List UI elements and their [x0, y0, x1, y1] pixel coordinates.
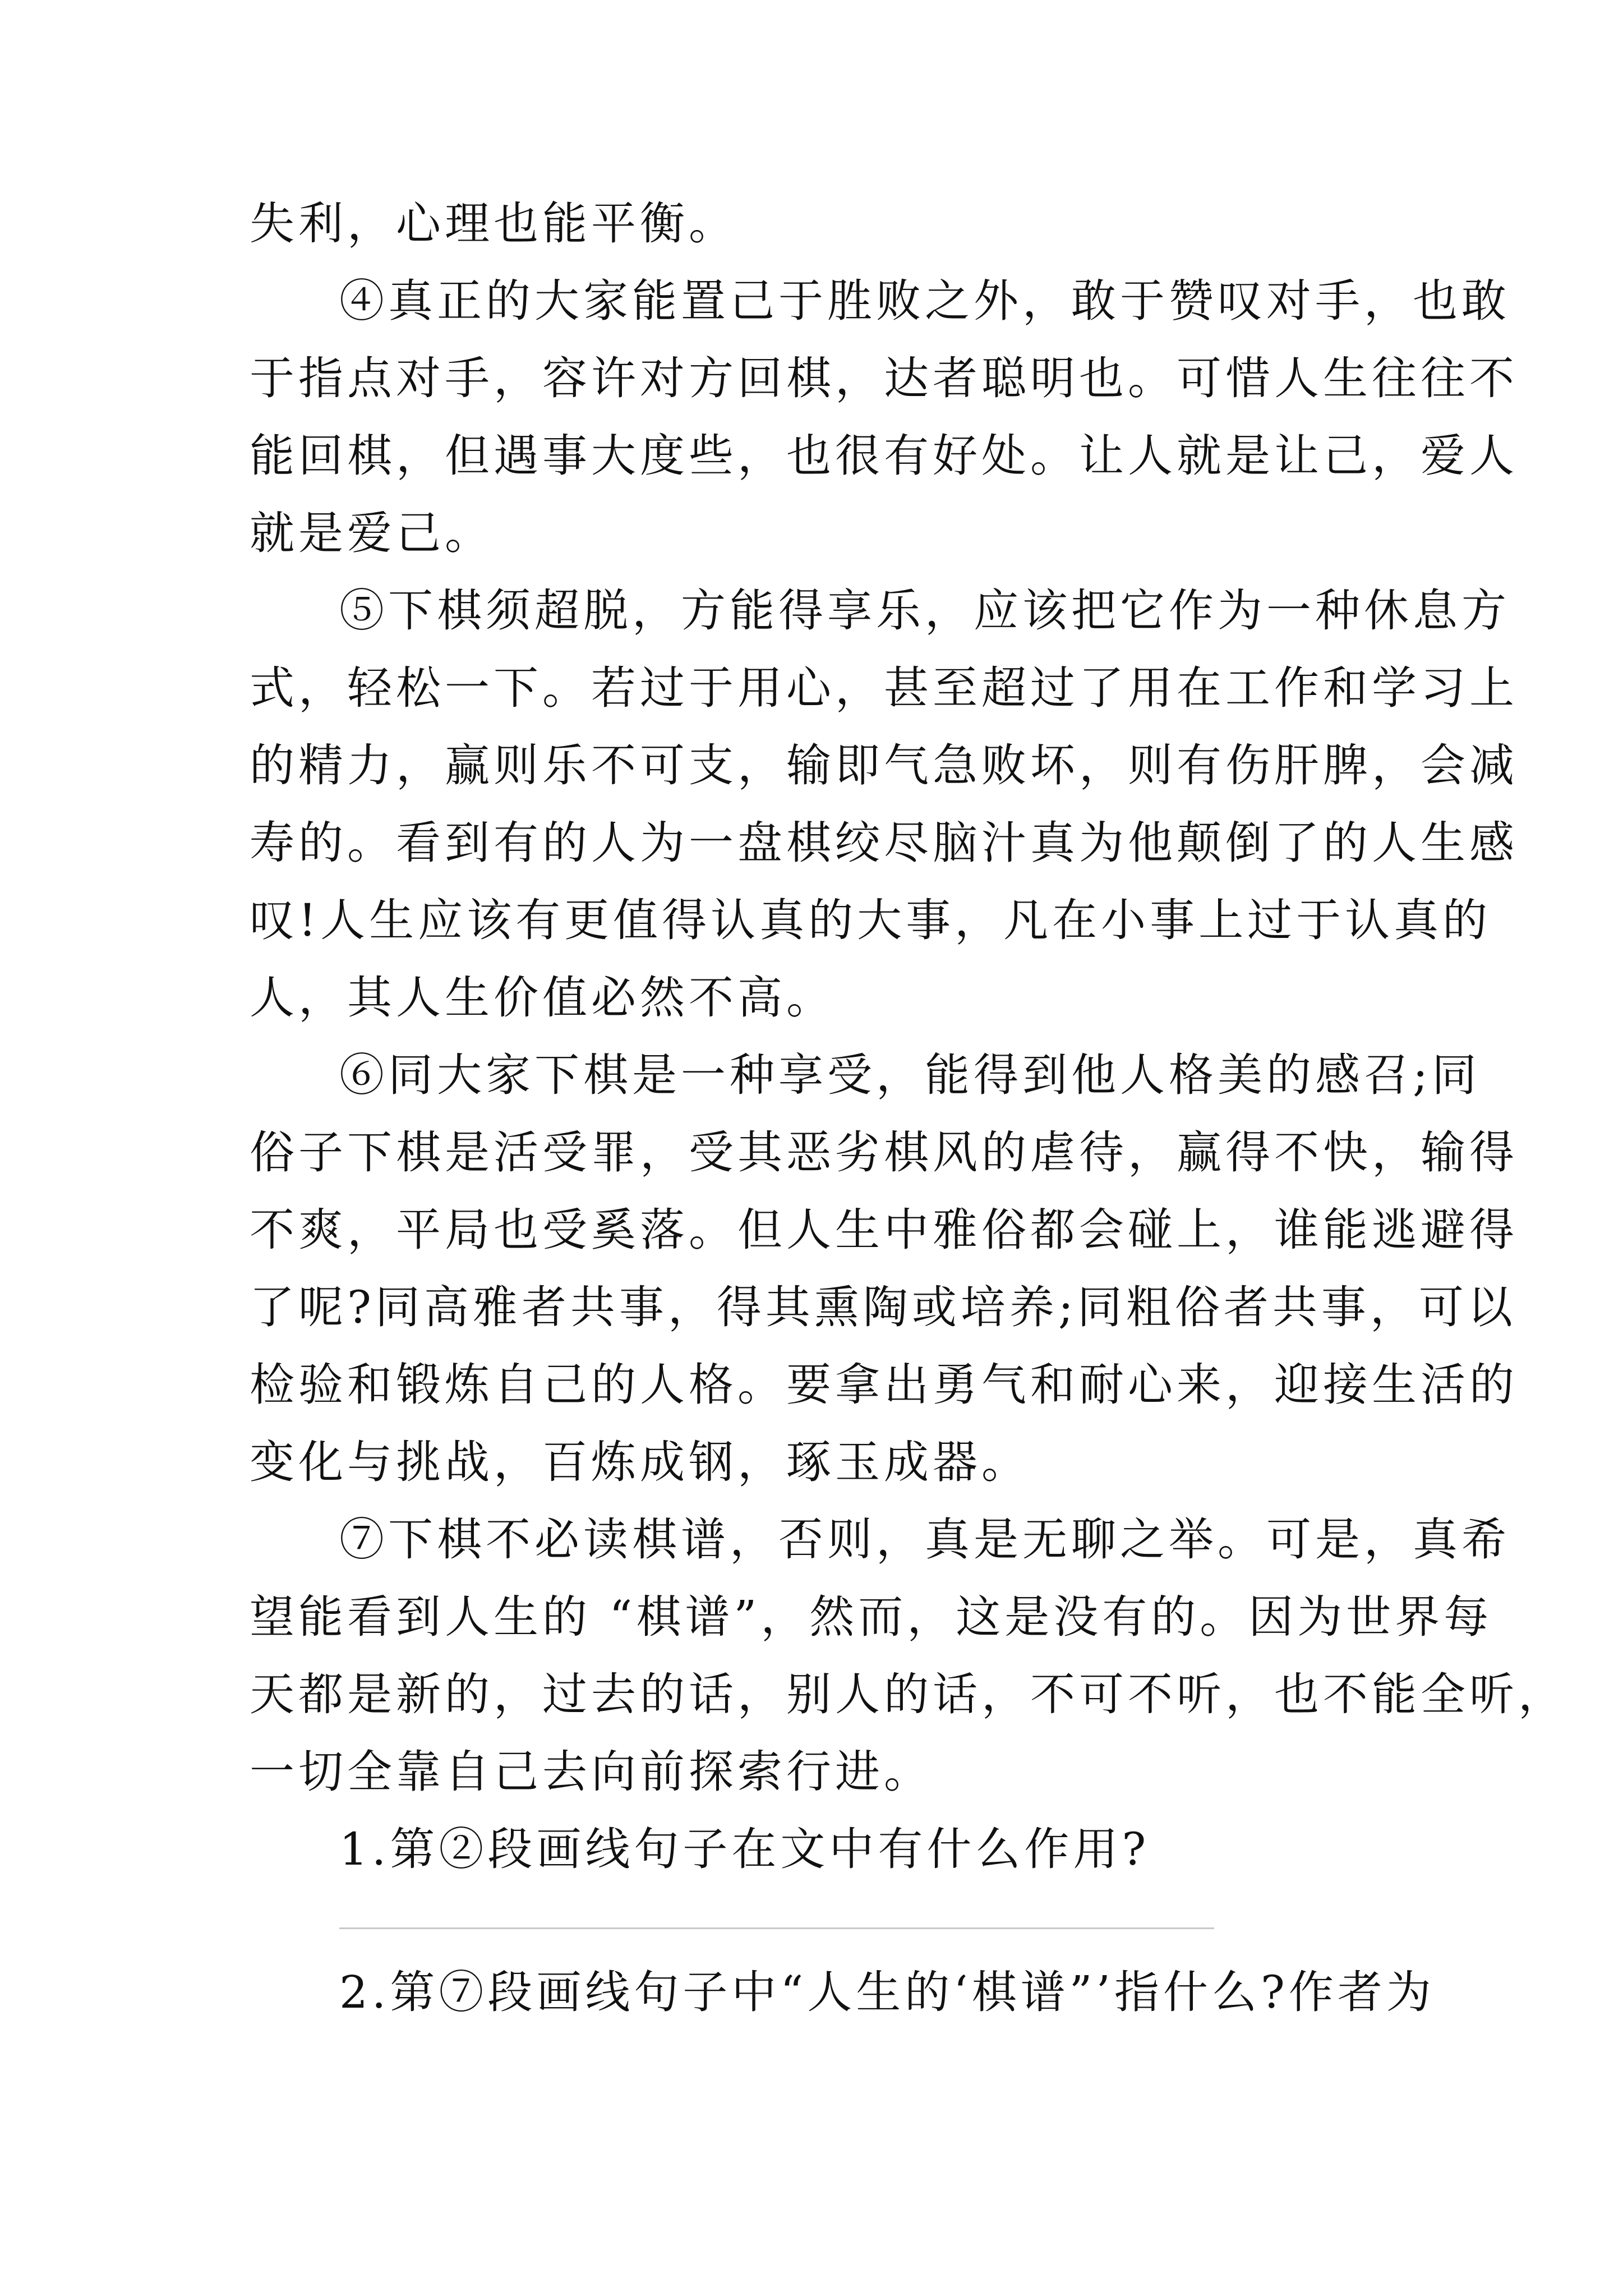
text-line: 检验和锻炼自己的人格。要拿出勇气和耐心来，迎接生活的	[250, 1359, 1518, 1411]
paragraph-6	[250, 1037, 1518, 1501]
question-1: 1.第②段画线句子在文中有什么作用?	[339, 1823, 1150, 1875]
text-line: 望能看到人生的 “棋谱”，然而，这是没有的。因为世界每	[250, 1591, 1493, 1643]
text-line: 就是爱己。	[250, 507, 494, 559]
paragraph-5	[250, 572, 1518, 1037]
text-line: 能回棋，但遇事大度些，也很有好处。让人就是让己，爱人	[250, 430, 1518, 482]
text-line: 变化与挑战，百炼成钢，琢玉成器。	[250, 1436, 1030, 1488]
text-line: ⑥同大家下棋是一种享受，能得到他人格美的感召;同	[339, 1049, 1481, 1101]
text-line: 了呢?同高雅者共事，得其熏陶或培养;同粗俗者共事，可以	[250, 1281, 1516, 1333]
text-line: 俗子下棋是活受罪，受其恶劣棋风的虐待，赢得不快，输得	[250, 1126, 1518, 1179]
paragraph-3-tail	[250, 185, 1388, 263]
question-2: 2.第⑦段画线句子中“人生的‘棋谱”’指什么?作者为	[339, 1966, 1435, 2018]
text-line: 叹!人生应该有更值得认真的大事，凡在小事上过于认真的	[250, 894, 1492, 946]
text-line: 天都是新的，过去的话，别人的话，不可不听，也不能全听，	[250, 1668, 1567, 1720]
answer-blank-line	[339, 1927, 1214, 1929]
text-line: 于指点对手，容许对方回棋，达者聪明也。可惜人生往往不	[250, 352, 1518, 404]
paragraph-7	[250, 1501, 1567, 1811]
text-line: ⑦下棋不必读棋谱，否则，真是无聊之举。可是，真希	[339, 1513, 1510, 1566]
text-line: 的精力，赢则乐不可支，输即气急败坏，则有伤肝脾，会减	[250, 739, 1518, 792]
text-line: 不爽，平局也受奚落。但人生中雅俗都会碰上，谁能逃避得	[250, 1204, 1518, 1256]
text-line: ④真正的大家能置己于胜败之外，敢于赞叹对手，也敢	[339, 275, 1510, 327]
paragraph-4	[250, 263, 1518, 572]
text-line: 一切全靠自己去向前探索行进。	[250, 1746, 933, 1798]
text-line: 寿的。看到有的人为一盘棋绞尽脑汁真为他颠倒了的人生感	[250, 817, 1518, 869]
text-line: ⑤下棋须超脱，方能得享乐，应该把它作为一种休息方	[339, 585, 1510, 637]
text-line: 式，轻松一下。若过于用心，甚至超过了用在工作和学习上	[250, 662, 1518, 714]
document-page	[250, 185, 1567, 2031]
text-line: 人，其人生价值必然不高。	[250, 972, 835, 1024]
text-line: 失利，心理也能平衡。	[250, 197, 737, 250]
